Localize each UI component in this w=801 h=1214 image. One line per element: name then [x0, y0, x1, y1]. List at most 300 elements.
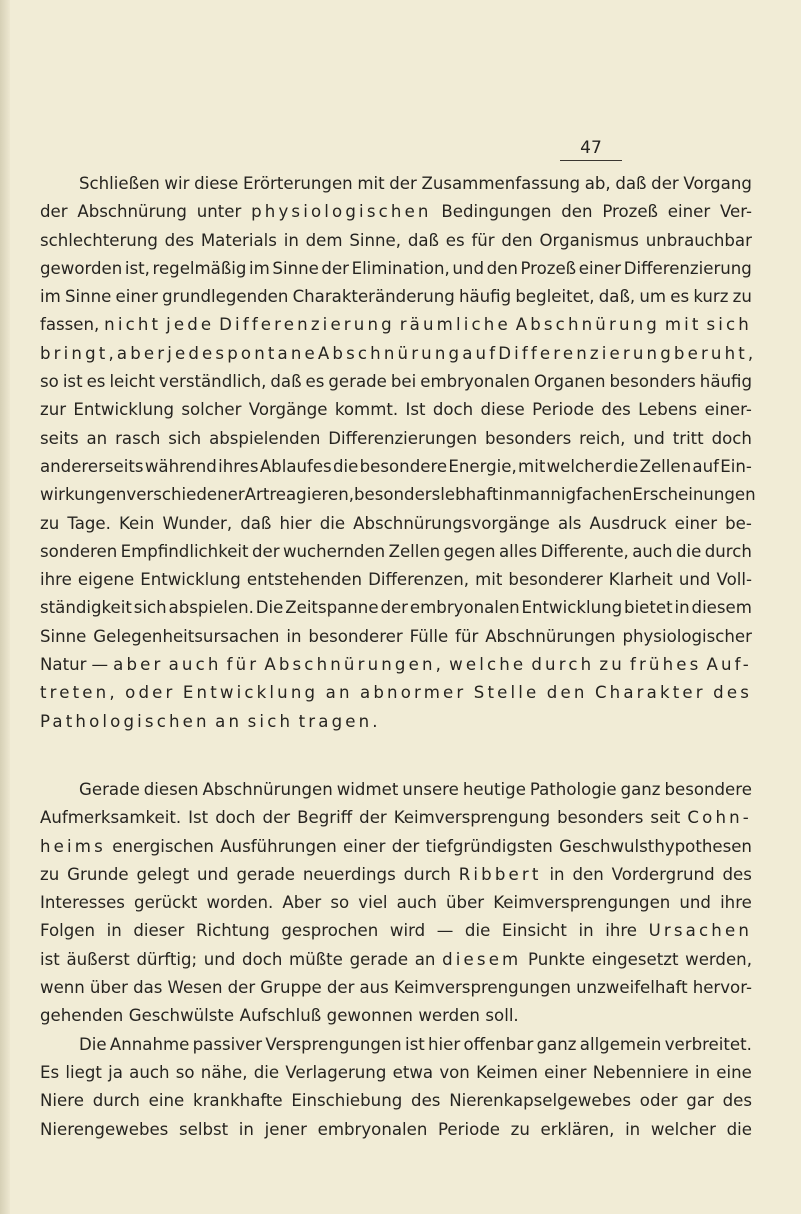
word: an: [414, 949, 436, 969]
word: unter: [196, 202, 242, 222]
word: wuchernden: [282, 541, 386, 561]
word: ist: [62, 372, 83, 392]
word: durch: [92, 1091, 140, 1111]
word: der: [391, 836, 420, 856]
word: des: [722, 1091, 752, 1111]
spaced-word: spontane: [215, 343, 318, 363]
word: energischen: [112, 836, 214, 856]
word: ihre: [605, 921, 638, 941]
text-line: [40, 311, 752, 339]
word: der: [651, 174, 679, 193]
text-line: [40, 255, 752, 283]
word: Entwicklung: [73, 400, 175, 420]
word: Ablaufes: [259, 456, 332, 476]
word: Materials: [200, 230, 277, 250]
paragraph-gap: [40, 736, 752, 776]
word: soll.: [485, 1006, 519, 1026]
word: Empfindlichkeit: [120, 541, 249, 561]
word: solcher: [181, 400, 242, 420]
body-text: [40, 170, 757, 1144]
word: Tage.: [67, 513, 111, 533]
word: embryonalen: [317, 1119, 428, 1139]
word: dem: [305, 230, 343, 250]
spaced-word: jede: [166, 315, 215, 335]
word: Abschnürungsvorgänge: [353, 513, 550, 533]
word: seit: [650, 808, 681, 828]
word: hier: [428, 1034, 461, 1054]
word: daß: [407, 230, 439, 250]
word: unbrauchbar: [645, 230, 752, 250]
word: einer: [115, 287, 158, 307]
word: abspielenden: [209, 428, 321, 448]
spaced-word: jede: [167, 343, 216, 363]
word: embryonalen: [409, 598, 520, 618]
word: gesprochen: [281, 921, 379, 941]
word: Entwicklung: [140, 570, 241, 590]
word: in: [286, 626, 302, 646]
text-line: [40, 833, 752, 861]
spaced-word: Auf-: [706, 655, 752, 675]
spaced-word: Cohn-: [687, 808, 752, 828]
word: Vorgang: [683, 174, 752, 193]
word: worden.: [206, 893, 274, 913]
paragraph: [40, 776, 752, 1031]
word: und: [678, 570, 711, 590]
word: Ist: [188, 808, 209, 828]
word: selbst: [178, 1119, 229, 1139]
spaced-word: an: [215, 711, 243, 731]
word: diesen: [143, 779, 199, 799]
spaced-word: treten,: [40, 683, 118, 703]
word: es: [86, 372, 106, 392]
word: oder: [639, 1091, 678, 1111]
word: Sinne: [64, 287, 112, 307]
word: ganz: [620, 779, 661, 799]
spaced-word: aber: [116, 343, 168, 363]
word: offenbar: [463, 1034, 534, 1054]
word: Grunde: [67, 864, 129, 884]
word: Differenzierungen: [328, 428, 478, 448]
word: andererseits: [40, 456, 144, 476]
word: doch: [215, 808, 256, 828]
word: eine: [716, 1062, 752, 1082]
word: und: [679, 893, 711, 913]
word: passiver: [192, 1034, 263, 1054]
word: werden,: [685, 949, 752, 969]
word: zur: [40, 400, 67, 420]
word: es: [670, 287, 690, 307]
word: einer: [343, 836, 386, 856]
word: einer: [544, 1062, 587, 1082]
spaced-word: abnormer: [360, 683, 467, 703]
word: und: [203, 949, 236, 969]
word: des: [164, 230, 195, 250]
word: über: [89, 978, 128, 998]
word: Kein: [118, 513, 155, 533]
text-line: [40, 623, 752, 651]
word: Entwicklung: [521, 598, 623, 618]
word: mit: [475, 570, 503, 590]
word: Energie,: [448, 456, 517, 476]
word: Sinne: [40, 626, 87, 646]
word: besondere: [359, 456, 448, 476]
page-number: 47: [560, 136, 622, 161]
spaced-word: heims: [40, 836, 106, 856]
word: Lebens: [638, 400, 698, 420]
word: während: [144, 456, 217, 476]
word: Voll-: [716, 570, 752, 590]
word: aus: [359, 978, 389, 998]
word: in: [283, 230, 299, 250]
word: besonders: [354, 485, 441, 505]
word: Aber: [282, 893, 322, 913]
word: wird: [389, 921, 426, 941]
word: begleitet,: [515, 287, 595, 307]
word: Abschnürung: [77, 202, 187, 222]
word: in: [549, 864, 565, 884]
word: tritt: [672, 428, 704, 448]
word: gewonnen: [326, 1006, 413, 1026]
word: gerade: [236, 864, 295, 884]
word: der: [251, 541, 280, 561]
word: in: [694, 1062, 710, 1082]
word: besonders: [557, 808, 644, 828]
word: etwa: [392, 1062, 434, 1082]
word: in: [238, 1119, 254, 1139]
word: seits: [40, 428, 79, 448]
word: verständlich,: [159, 372, 267, 392]
spaced-word: den: [546, 683, 588, 703]
word: Abschnürungen: [202, 779, 333, 799]
spaced-word: Differenzierung: [219, 315, 395, 335]
word: im: [40, 287, 61, 307]
word: dieser: [133, 921, 185, 941]
word: wenn: [40, 978, 85, 998]
word: Nierenkapselgewebes: [449, 1091, 632, 1111]
word: nähe,: [200, 1062, 248, 1082]
word: Keimversprengungen: [493, 893, 671, 913]
word: für: [455, 626, 479, 646]
word: reagieren,: [269, 485, 354, 505]
word: welcher: [546, 456, 612, 476]
spaced-word: Differenzierung: [498, 343, 674, 363]
word: häufig: [458, 287, 512, 307]
word: Geschwülste: [128, 1006, 235, 1026]
word: in: [674, 598, 690, 618]
spaced-word: Pathologischen: [40, 711, 210, 731]
word: über: [446, 893, 485, 913]
text-line: [40, 651, 752, 679]
word: alles: [498, 541, 538, 561]
word: Sinne,: [349, 230, 402, 250]
word: entstehenden: [246, 570, 362, 590]
word: Zellen: [639, 456, 692, 476]
word: Gruppe: [260, 978, 322, 998]
word: der: [262, 808, 291, 828]
word: —: [91, 655, 109, 675]
word: hervor-: [692, 978, 752, 998]
spaced-word: nicht: [104, 315, 162, 335]
word: Punkte: [528, 949, 586, 969]
word: sonderen: [40, 541, 118, 561]
word: allgemein: [579, 1034, 662, 1054]
word: Periode: [438, 1119, 500, 1139]
word: einer: [674, 513, 718, 533]
word: einer-: [704, 400, 752, 420]
word: durch: [403, 864, 451, 884]
text-line: [40, 425, 752, 453]
spaced-word: bringt,: [40, 343, 117, 363]
word: und: [197, 864, 229, 884]
word: der: [227, 978, 256, 998]
word: gerade: [349, 949, 409, 969]
word: eigene: [77, 570, 135, 590]
word: —: [436, 921, 454, 941]
word: unsere: [402, 779, 459, 799]
word: des: [601, 400, 631, 420]
text-line: [40, 946, 752, 974]
word: Organen: [533, 372, 606, 392]
word: wir: [164, 174, 190, 193]
word: der: [389, 174, 417, 193]
word: gerückt: [134, 893, 198, 913]
word: kommt.: [334, 400, 399, 420]
word: Periode: [532, 400, 595, 420]
spaced-word: mit: [664, 315, 702, 335]
spaced-word: diesem: [442, 949, 522, 969]
word: Verlagerung: [285, 1062, 387, 1082]
word: die: [726, 1119, 752, 1139]
word: die: [253, 1062, 280, 1082]
word: daß: [615, 174, 647, 193]
paragraph: [40, 170, 757, 736]
word: Klarheit: [608, 570, 673, 590]
word: Prozeß: [520, 258, 577, 278]
spaced-word: für: [226, 655, 260, 675]
spaced-word: Abschnürung: [515, 315, 660, 335]
spaced-word: sich: [706, 315, 752, 335]
word: mannigfachen: [513, 485, 633, 505]
word: bietet: [624, 598, 673, 618]
word: ab,: [584, 174, 611, 193]
word: ihre: [40, 570, 72, 590]
spaced-word: an: [325, 683, 353, 703]
word: Niere: [40, 1091, 84, 1111]
word: ständigkeit: [40, 598, 132, 618]
word: in: [498, 485, 514, 505]
text-line: [40, 198, 752, 226]
word: Aufschluß: [239, 1006, 322, 1026]
word: in: [625, 1119, 641, 1139]
word: Differenzen,: [368, 570, 469, 590]
word: Differenzierung: [623, 258, 752, 278]
paragraph: [40, 1031, 752, 1144]
word: rasch: [115, 428, 161, 448]
text-line: [40, 861, 752, 889]
word: der: [40, 202, 68, 222]
word: Prozeß: [602, 202, 659, 222]
word: einer: [578, 258, 622, 278]
word: be-: [725, 513, 752, 533]
text-line: [40, 1116, 752, 1144]
word: der: [359, 808, 387, 828]
word: gar: [686, 1091, 714, 1111]
word: Geschwulsthypothesen: [559, 836, 752, 856]
word: den: [561, 202, 593, 222]
text-line: [40, 804, 752, 832]
word: welcher: [650, 1119, 716, 1139]
word: unzweifelhaft: [576, 978, 688, 998]
word: den: [486, 258, 518, 278]
word: die: [464, 921, 491, 941]
text-line: [40, 340, 757, 368]
word: jener: [264, 1119, 307, 1139]
word: zu: [732, 287, 752, 307]
word: ist,: [124, 258, 150, 278]
word: gelegt: [136, 864, 190, 884]
word: daß,: [598, 287, 636, 307]
text-line: [40, 566, 752, 594]
word: Vordergrund: [611, 864, 715, 884]
word: eingesetzt: [591, 949, 679, 969]
word: besonders: [485, 428, 572, 448]
spaced-word: welche: [449, 655, 527, 675]
word: das: [133, 978, 163, 998]
word: regelmäßig: [152, 258, 247, 278]
text-line: [40, 510, 752, 538]
spaced-word: Abschnürung: [317, 343, 463, 363]
word: auf: [692, 456, 719, 476]
word: erklären,: [540, 1119, 615, 1139]
word: Ausdruck: [589, 513, 667, 533]
word: diese: [480, 400, 525, 420]
word: doch: [242, 949, 283, 969]
spaced-word: Charakter: [594, 683, 706, 703]
word: Erscheinungen: [632, 485, 756, 505]
word: an: [86, 428, 108, 448]
word: diese: [194, 174, 239, 193]
word: Keimversprengungen: [393, 978, 571, 998]
word: dürftig;: [136, 949, 198, 969]
spaced-word: beruht,: [673, 343, 757, 363]
text-line: [40, 170, 752, 198]
text-line: [40, 776, 752, 804]
text-line: [40, 889, 752, 917]
word: sich: [168, 428, 202, 448]
spaced-word: durch: [531, 655, 595, 675]
word: den: [501, 230, 533, 250]
word: Folgen: [40, 921, 95, 941]
word: Versprengungen: [265, 1034, 402, 1054]
word: Ausführungen: [220, 836, 337, 856]
word: so: [40, 372, 59, 392]
word: Sinne: [272, 258, 319, 278]
word: verbreitet.: [664, 1034, 752, 1054]
word: ist: [40, 949, 60, 969]
word: daß: [240, 513, 272, 533]
word: Ist: [405, 400, 426, 420]
word: Einsicht: [501, 921, 567, 941]
spaced-word: Abschnürungen,: [264, 655, 445, 675]
word: als: [557, 513, 582, 533]
word: die: [319, 513, 346, 533]
word: die: [675, 541, 702, 561]
word: besonders: [609, 372, 696, 392]
word: ist: [404, 1034, 425, 1054]
word: Die: [255, 598, 284, 618]
word: durch: [704, 541, 752, 561]
text-line: [40, 1087, 752, 1115]
word: Schließen: [79, 174, 160, 193]
word: krankhafte: [192, 1091, 283, 1111]
word: auch: [129, 1062, 170, 1082]
word: Organismus: [539, 230, 639, 250]
word: Es: [40, 1062, 60, 1082]
word: Einschiebung: [291, 1091, 403, 1111]
word: die: [333, 456, 359, 476]
spaced-word: physiologischen: [251, 202, 432, 222]
word: so: [330, 893, 350, 913]
text-line: [40, 538, 752, 566]
word: es: [305, 372, 325, 392]
word: der: [321, 258, 349, 278]
word: widmet: [336, 779, 399, 799]
word: physiologischer: [622, 626, 752, 646]
word: daß: [270, 372, 302, 392]
word: in: [106, 921, 122, 941]
word: besonderer: [508, 570, 603, 590]
word: Gerade: [79, 779, 140, 799]
word: doch: [432, 400, 474, 420]
spaced-word: Entwicklung: [182, 683, 319, 703]
word: Aufmerksamkeit.: [40, 808, 182, 828]
word: Annahme: [109, 1034, 190, 1054]
word: äußerst: [66, 949, 130, 969]
word: mit: [357, 174, 385, 193]
word: Zeitspanne: [285, 598, 379, 618]
text-line: [40, 453, 752, 481]
page-edge-shadow: [0, 0, 10, 1214]
word: besonderer: [308, 626, 403, 646]
word: zu: [40, 864, 60, 884]
text-line: [40, 481, 756, 509]
word: Zellen: [388, 541, 441, 561]
word: Natur: [40, 655, 87, 675]
word: Begriff: [297, 808, 353, 828]
word: von: [439, 1062, 470, 1082]
word: den: [572, 864, 604, 884]
spaced-word: Ursachen: [648, 921, 752, 941]
word: um: [639, 287, 667, 307]
spaced-word: räumliche: [399, 315, 511, 335]
text-line: [40, 1059, 752, 1087]
word: Keimversprengung: [393, 808, 551, 828]
word: Ein-: [720, 456, 752, 476]
word: ganz: [536, 1034, 577, 1054]
word: des: [411, 1091, 441, 1111]
word: Die: [79, 1034, 107, 1054]
word: viel: [358, 893, 388, 913]
word: gehenden: [40, 1006, 124, 1026]
word: Abschnürungen: [485, 626, 616, 646]
word: lebhaft: [440, 485, 499, 505]
word: verschiedener: [126, 485, 245, 505]
word: neuerdings: [302, 864, 396, 884]
word: eine: [148, 1091, 185, 1111]
spaced-word: tragen.: [298, 711, 381, 731]
word: zu: [40, 513, 60, 533]
word: Gelegenheitsursachen: [93, 626, 280, 646]
